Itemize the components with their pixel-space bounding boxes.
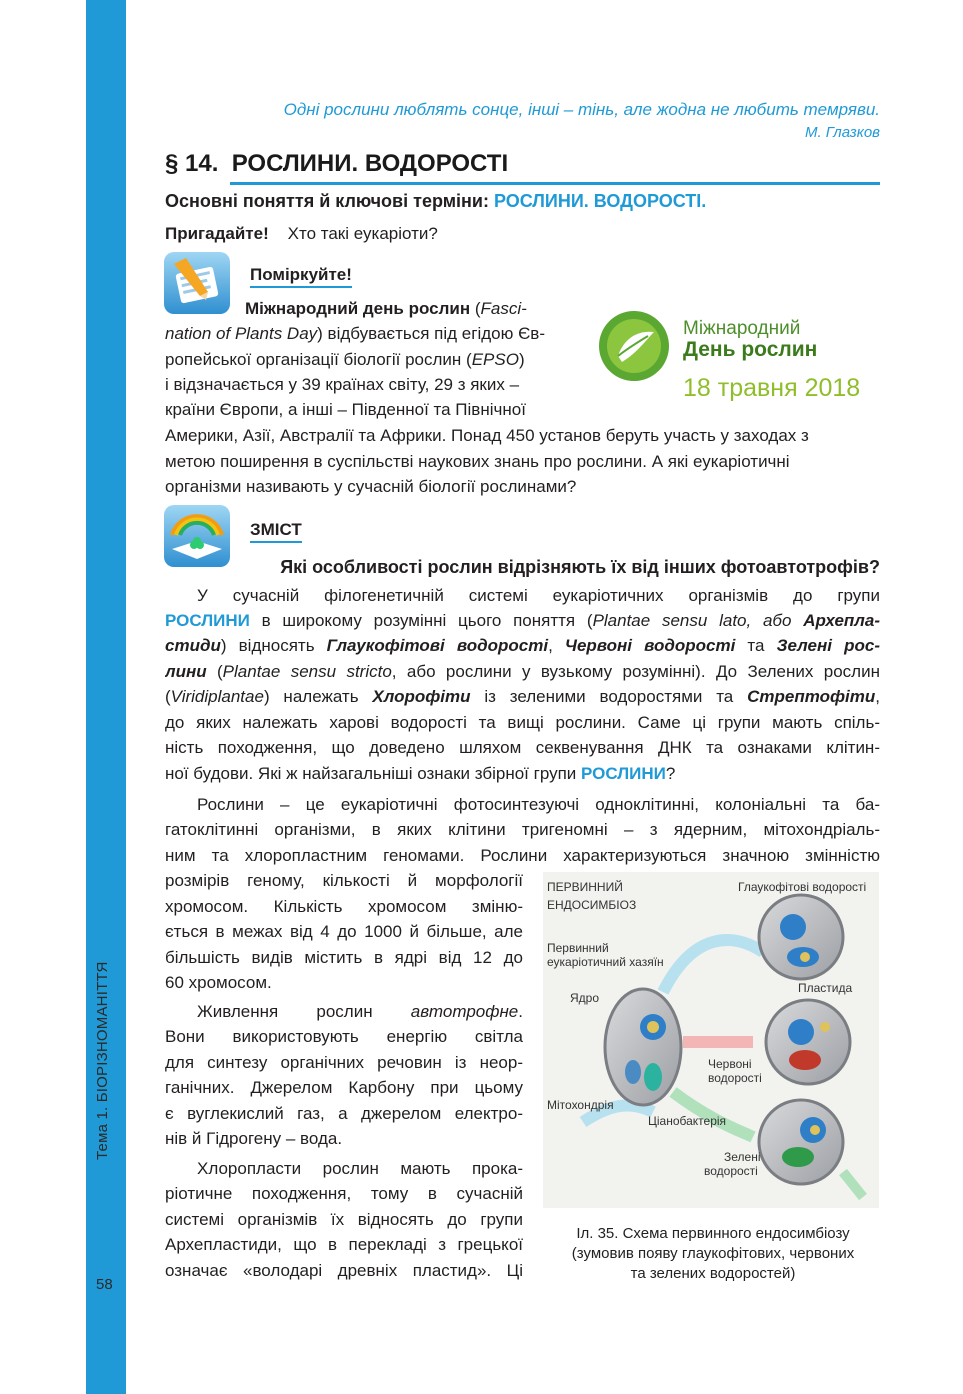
fig-label-host-1: Первинний: [547, 941, 609, 955]
think-full-line-3: організми називають у сучасній біології рослинами?: [165, 477, 577, 496]
fig-label-endo: ЕНДОСИМБІОЗ: [547, 898, 637, 912]
recall-question: Хто такі еукаріоти?: [287, 224, 438, 243]
fig-label-primary: ПЕРВИННИЙ: [547, 880, 623, 894]
p1-line-3: стиди) відносять Глаукофітові водорості, Червоні водорості та Зелені рос-: [165, 636, 880, 655]
p2-line-7: більшість видів містить в ядрі від 12 до: [165, 948, 523, 967]
logo-date: 18 травня 2018: [683, 374, 861, 402]
content-heading: ЗМІСТ: [250, 520, 302, 540]
page-number: 58: [96, 1276, 113, 1293]
think-line-2: nation of Plants Day) відбувається під егідою Єв-: [165, 324, 545, 343]
chapter-title: Тема 1. БІОРІЗНОМАНІТТЯ: [94, 961, 111, 1160]
epigraph-author: М. Глазков: [804, 124, 880, 141]
plants-day-logo: [598, 310, 670, 382]
endosymbiosis-figure: [543, 872, 879, 1208]
section-name: РОСЛИНИ. ВОДОРОСТІ: [231, 150, 509, 177]
p2-line-4: розмірів геному, кількості й морфології: [165, 871, 523, 890]
p4-line-4: Архепластиди, що в перекладі з грецької: [165, 1235, 523, 1254]
green-algae-cell: [759, 1100, 843, 1184]
p2-line-1: Рослини – це еукаріотичні фотосинтезуючі одноклітинні, колоніальні та ба-: [197, 795, 880, 814]
key-terms: [165, 189, 880, 214]
key-terms-values: РОСЛИНИ. ВОДОРОСТІ.: [493, 191, 707, 211]
p3-line-3: для синтезу органічних речовин із неор-: [165, 1053, 523, 1072]
figure-caption: [545, 1224, 881, 1284]
p1-line-1: У сучасній філогенетичній системі еукаріотичних організмів до групи: [197, 586, 880, 605]
recall-label: Пригадайте!: [165, 224, 269, 243]
fig-label-red-1: Червоні: [708, 1057, 752, 1071]
p3-line-1: Живлення рослин автотрофне.: [197, 1002, 523, 1021]
logo-line-2: День рослин: [683, 338, 818, 361]
epigraph-quote: Одні рослини люблять сонце, інші – тінь, але жодна не любить темряви.: [283, 100, 880, 119]
caption-line-3: та зелених водоростей): [630, 1265, 796, 1282]
fig-label-plastid: Пластида: [798, 981, 853, 995]
mitochondrion: [625, 1060, 641, 1084]
p2-line-8: 60 хромосом.: [165, 973, 272, 992]
p1-line-5: (Viridiplantae) належать Хлорофіти із зеленими водоростями та Стрептофіти,: [165, 687, 880, 706]
p4-line-2: ріотичне походження, тому в сучасній: [165, 1184, 523, 1203]
fig-label-mito: Мітохондрія: [547, 1098, 614, 1112]
p1-line-7: ність походження, що доведено шляхом секвенування ДНК та ознаками клітин-: [165, 738, 880, 757]
p1-line-4: лини (Plantae sensu stricto, або рослини у вузькому розумінні). До Зелених рослин: [165, 662, 880, 681]
logo-line-1: Міжнародний: [683, 318, 801, 339]
think-line-4: і відзначається у 39 країнах світу, 29 з яких –: [165, 375, 520, 394]
p2-line-6: ється в межах від 4 до 1000 й більше, але: [165, 922, 523, 941]
host-cell: [605, 989, 681, 1105]
p4-line-5: означає «володарі древніх пластид». Ці: [165, 1261, 523, 1280]
p3-line-6: нів й Гідрогену – вода.: [165, 1129, 343, 1148]
p1-line-8: ної будови. Які ж найзагальніші ознаки збірної групи РОСЛИНИ?: [165, 764, 676, 783]
caption-line-1: Іл. 35. Схема первинного ендосимбіозу: [576, 1225, 850, 1242]
fig-label-nucleus: Ядро: [570, 991, 600, 1005]
side-band-edge: [126, 0, 135, 1394]
think-full-line-1: Америки, Азії, Австралії та Африки. Понад 450 установ беруть участь у заходах з: [165, 426, 809, 445]
content-question: Які особливості рослин відрізняють їх від інших фотоавтотрофів?: [280, 557, 880, 577]
think-full-line-2: метою поширення в суспільстві наукових знань про рослини. А які еукаріотичні: [165, 452, 790, 471]
p4-line-3: системі організмів їх відносять до групи: [165, 1210, 523, 1229]
fig-label-glauco: Глаукофітові водорості: [738, 880, 867, 894]
fig-label-red-2: водорості: [708, 1071, 762, 1085]
key-terms-label: Основні поняття й ключові терміни:: [165, 191, 489, 211]
p2-line-2: гатоклітинні організми, в яких клітини тригеномні – з ядерним, мітохондріаль-: [165, 820, 880, 839]
p2-line-3: ним та хлоропластним геномами. Рослини характеризуються значною змінністю: [165, 846, 880, 865]
caption-line-2: (зумовив появу глаукофітових, червоних: [571, 1245, 855, 1262]
endosymbiosis-illustration: [543, 872, 879, 1208]
p1-line-2: РОСЛИНИ в широкому розумінні цього поняття (Plantae sensu lato, або Архепла-: [165, 611, 880, 630]
p3-line-4: ганічних. Джерелом Карбону при цьому: [165, 1078, 523, 1097]
recall: [165, 221, 880, 246]
think-line-5: країни Європи, а інші – Південної та Північної: [165, 400, 526, 419]
section-title: [165, 150, 508, 178]
section-underline: [230, 182, 880, 185]
side-band: [86, 0, 126, 1394]
p2-line-5: хромосом. Кількість хромосом зміню-: [165, 897, 523, 916]
p3-line-2: Вони використовують енергію світла: [165, 1027, 523, 1046]
section-number: § 14.: [165, 150, 219, 177]
fig-label-green-2: водорості: [704, 1164, 758, 1178]
p4-line-1: Хлоропласти рослин мають прока-: [197, 1159, 523, 1178]
p1-line-6: до яких належать харові водорості та вищі рослини. Саме ці групи мають спіль-: [165, 713, 880, 732]
think-line-1: Міжнародний день рослин (Fasci-: [245, 299, 527, 318]
think-heading: Поміркуйте!: [250, 265, 352, 285]
think-line-3: ропейської організації біології рослин (EPSO): [165, 350, 525, 369]
p3-line-5: є вуглекислий газ, а джерелом електро-: [165, 1104, 523, 1123]
fig-label-cyano: Ціанобактерія: [648, 1114, 727, 1128]
cyanobacterium: [644, 1063, 662, 1091]
fig-label-green-1: Зелені: [724, 1150, 761, 1164]
fig-label-host-2: еукаріотичний хазяїн: [547, 955, 664, 969]
